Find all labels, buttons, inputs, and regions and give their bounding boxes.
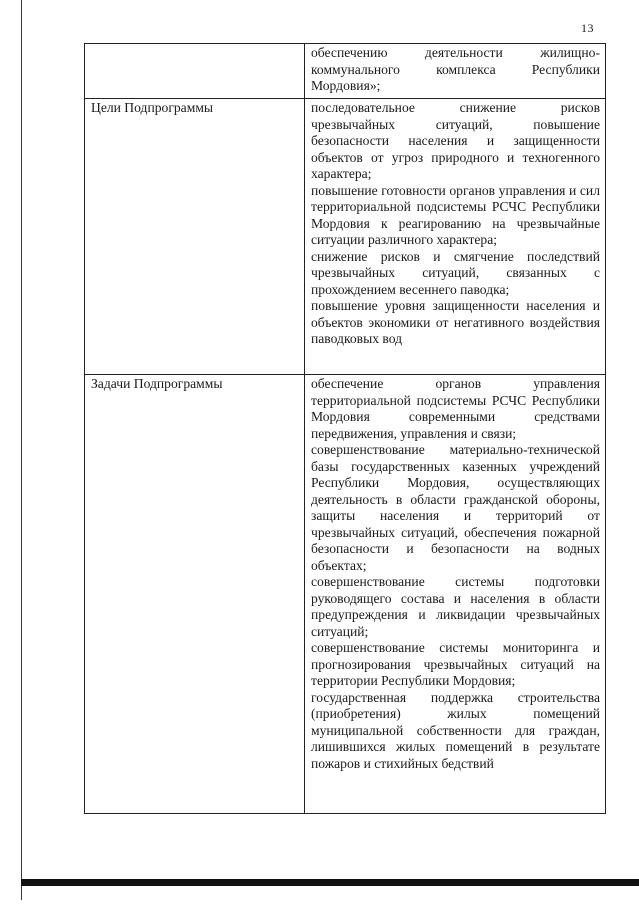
goal-item: повышение готовности органов управления и сил территориальной подсистемы РСЧС Республики Мордовия к реагированию на чрезвычайные ситуации различного характера; (311, 182, 600, 247)
goal-item: повышение уровня защищенности населения и объектов экономики от негативного воздействия паводковых вод (311, 298, 600, 346)
row-content-tasks (305, 375, 606, 814)
program-table (84, 43, 606, 814)
task-item: совершенствование системы мониторинга и прогнозирования чрезвычайных ситуаций на территории Республики Мордовия; (311, 640, 600, 688)
row-content-goals (305, 99, 606, 375)
row-label-empty (85, 44, 305, 99)
goal-item: последовательное снижение рисков чрезвычайных ситуаций, повышение безопасности населения и защищенности объектов от угроз природного и техногенного характера; (311, 100, 600, 181)
task-item: обеспечение органов управления территориальной подсистемы РСЧС Республики Мордовия современными средствами передвижения, управления и связи; (311, 376, 600, 441)
content-segment: обеспечению деятельности жилищно-коммунального комплекса Республики Мордовия»; (311, 45, 600, 93)
row-label-goals: Цели Подпрограммы (85, 99, 305, 375)
table-row-continuation (85, 44, 606, 99)
row-content-continuation (305, 44, 606, 99)
scan-edge-line (21, 0, 22, 900)
scan-bottom-bar (21, 879, 639, 886)
task-item: государственная поддержка строительства (приобретения) жилых помещений муниципальной собственности для граждан, лишившихся жилых помещений в результате пожаров и стихийных бедствий (311, 689, 600, 771)
table-row-goals (85, 99, 606, 375)
table-row-tasks (85, 375, 606, 814)
task-item: совершенствование материально-технической базы государственных казенных учреждений Республики Мордовия, осуществляющих деятельность в области гражданской обороны, защиты населения и территорий от чрезвычайных ситуаций, обеспечения пожарной безопасности и безопасности на водных объектах; (311, 442, 600, 573)
row-label-tasks: Задачи Подпрограммы (85, 375, 305, 814)
goal-item: снижение рисков и смягчение последствий чрезвычайных ситуаций, связанных с прохождением весеннего паводка; (311, 248, 600, 297)
task-item: совершенствование системы подготовки руководящего состава и населения в области предупреждения и ликвидации чрезвычайных ситуаций; (311, 574, 600, 639)
page-number: 13 (581, 21, 594, 35)
